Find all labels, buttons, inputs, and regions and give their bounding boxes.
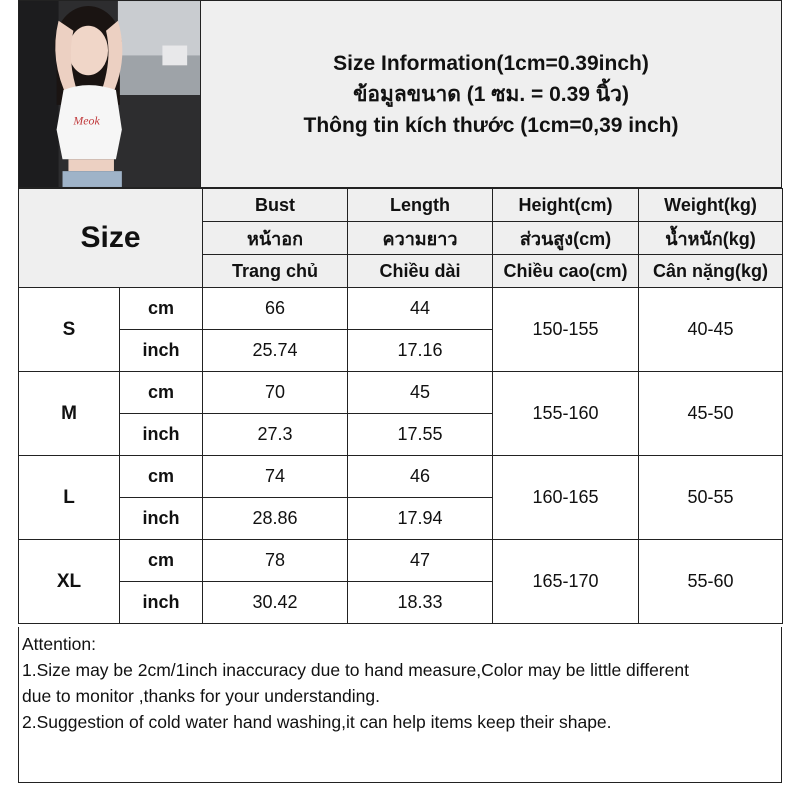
table-row — [19, 288, 783, 330]
attention-line-1: 1.Size may be 2cm/1inch inaccuracy due to hand measure,Color may be little different — [22, 660, 689, 680]
length-value: 18.33 — [348, 582, 493, 624]
col-header-length-th: ความยาว — [348, 222, 493, 255]
size-label: S — [19, 288, 120, 372]
length-value: 17.16 — [348, 330, 493, 372]
attention-notes — [18, 627, 782, 783]
attention-line-3: 2.Suggestion of cold water hand washing,it can help items keep their shape. — [22, 712, 612, 732]
bust-value: 28.86 — [203, 498, 348, 540]
table-row — [19, 372, 783, 414]
unit-label: cm — [120, 288, 203, 330]
weight-value: 55-60 — [639, 540, 783, 624]
model-photo — [18, 0, 201, 188]
size-label: XL — [19, 540, 120, 624]
col-header-height-en: Height(cm) — [493, 189, 639, 222]
table-row — [19, 456, 783, 498]
table-row — [19, 540, 783, 582]
col-header-length-en: Length — [348, 189, 493, 222]
bust-value: 27.3 — [203, 414, 348, 456]
bust-value: 78 — [203, 540, 348, 582]
height-value: 150-155 — [493, 288, 639, 372]
col-header-bust-en: Bust — [203, 189, 348, 222]
unit-label: cm — [120, 456, 203, 498]
length-value: 17.55 — [348, 414, 493, 456]
col-header-height-th: ส่วนสูง(cm) — [493, 222, 639, 255]
col-header-weight-th: น้ำหนัก(kg) — [639, 222, 783, 255]
height-value: 165-170 — [493, 540, 639, 624]
size-label: L — [19, 456, 120, 540]
length-value: 47 — [348, 540, 493, 582]
bust-value: 25.74 — [203, 330, 348, 372]
unit-label: inch — [120, 414, 203, 456]
unit-label: inch — [120, 498, 203, 540]
size-info-title-en: Size Information(1cm=0.39inch) — [333, 51, 649, 75]
svg-text:Meok: Meok — [73, 113, 100, 128]
col-header-height-vi: Chiều cao(cm) — [493, 255, 639, 288]
length-value: 46 — [348, 456, 493, 498]
col-header-length-vi: Chiều dài — [348, 255, 493, 288]
attention-title: Attention: — [22, 634, 96, 654]
height-value: 155-160 — [493, 372, 639, 456]
attention-line-2: due to monitor ,thanks for your understanding. — [22, 686, 380, 706]
weight-value: 40-45 — [639, 288, 783, 372]
col-header-weight-en: Weight(kg) — [639, 189, 783, 222]
unit-label: cm — [120, 372, 203, 414]
header-row-en — [19, 189, 783, 222]
unit-label: inch — [120, 330, 203, 372]
weight-value: 50-55 — [639, 456, 783, 540]
col-header-bust-th: หน้าอก — [203, 222, 348, 255]
bust-value: 66 — [203, 288, 348, 330]
col-header-bust-vi: Trang chủ — [203, 255, 348, 288]
size-info-title-vi: Thông tin kích thước (1cm=0,39 inch) — [303, 113, 679, 137]
size-table — [18, 188, 783, 624]
length-value: 45 — [348, 372, 493, 414]
bust-value: 30.42 — [203, 582, 348, 624]
size-info-title-th: ข้อมูลขนาด (1 ซม. = 0.39 นิ้ว) — [353, 82, 629, 106]
unit-label: inch — [120, 582, 203, 624]
weight-value: 45-50 — [639, 372, 783, 456]
length-value: 44 — [348, 288, 493, 330]
unit-label: cm — [120, 540, 203, 582]
size-label: M — [19, 372, 120, 456]
height-value: 160-165 — [493, 456, 639, 540]
bust-value: 74 — [203, 456, 348, 498]
size-info-banner — [201, 0, 782, 188]
bust-value: 70 — [203, 372, 348, 414]
col-header-weight-vi: Cân nặng(kg) — [639, 255, 783, 288]
size-column-title: Size — [19, 189, 203, 288]
length-value: 17.94 — [348, 498, 493, 540]
